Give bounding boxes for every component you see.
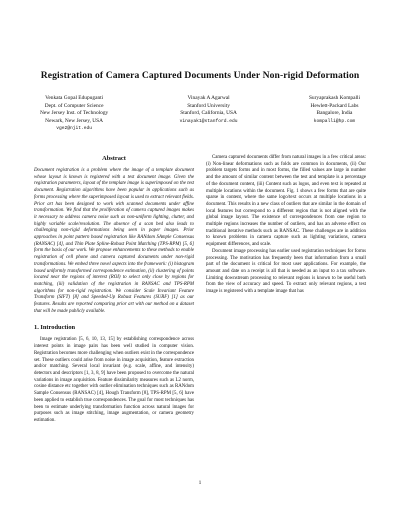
author-affiliation: Hewlett-Packard Labs (310, 102, 359, 109)
intro-paragraph-1: Image registration [5, 6, 10, 13, 15] by establishing correspondence across interest points in image pairs has been well studied in computer vision. Registration becomes more challenging when outliers exist in the correspondence set. These outliers could arise from noise in image acquisition, feature extraction and/or matching. Several local invariant (e.g. scale, affine, and intensity) detectors and descriptors [1, 3, 8, 9] have been proposed to overcome the natural variations in image acquisition. Feature dissimilarity measures such as L2 norm, cosine distance etc together with outlier elimination techniques such as RANdom Sample Consensus (RANSAC) [4], Hough Transform [8], TPS-RPM [5, 6] have been applied to establish true correspondences. The goal for most techniques has been to estimate underlying transformation function across natural images for purposes such as image stitching, image augmentation, or camera geometry estimation. (34, 337, 194, 423)
author-affiliation: Newark, New Jersey, USA (45, 117, 104, 124)
author-block (40, 95, 360, 133)
author-affiliation: Bangalore, India (316, 110, 353, 117)
author-affiliation: New Jersey Inst. of Technology (40, 110, 109, 117)
author-name: Venkata Gopal Edupuganti (45, 95, 104, 101)
intro-paragraph-2: Camera captured documents differ from natural images in a few critical areas: (i) Non-linear deformations such as folds are common in documents, (ii) Our problem targets forms and in most forms, the filled values are large in number and the amount of similar content between the test and template is a percentage of the document content, (iii) Content such as logos, and even text is repeated at multiple locations within the document. Fig. 1 shows a few forms that are quite sparse in content, where the same logo/text occurs at multiple locations in a document. This results in a new class of outliers that are similar in the domain of local features but correspond to a different region that is not aligned with the global image layout. The existence of correspondences from one region to multiple regions increases the number of outliers, and has an adverse effect on traditional iterative methods such as RANSAC. These challenges are in addition to known problems in camera capture such as lighting variations, camera equipment differences, and scale. (206, 155, 366, 248)
author-2 (180, 95, 238, 133)
author-email: vge2@njit.edu (56, 126, 93, 132)
author-email: vinayak1@stanford.edu (179, 118, 238, 124)
intro-heading: 1. Introduction (34, 324, 76, 332)
author-1 (40, 95, 108, 133)
right-column (206, 155, 366, 425)
abstract-heading: Abstract (102, 155, 126, 162)
author-affiliation: Stanford University (187, 102, 230, 109)
author-name: Suryaprakash Kompalli (308, 95, 360, 101)
author-affiliation: Stanford, California, USA (180, 110, 237, 117)
left-column (34, 155, 194, 425)
page-number: 1 (198, 480, 202, 486)
author-3 (309, 95, 360, 133)
author-email: kompalli@hp.com (313, 118, 356, 124)
body-columns (34, 155, 366, 425)
intro-paragraph-3: Document image processing has earlier used registration techniques for forms processing. The motivation has frequently been that information from a small part of the document is critical for most user applications. For example, the amount and date on a receipt is all that is needed as an input to a tax software. Limiting downstream processing to relevant regions is known to be useful both from the view of accuracy and speed. To extract only relevant regions, a test image is registered with a template image that has (206, 248, 366, 295)
abstract-text: Document registration is a problem where the image of a template document whose layout is known is registered with a test document image. Given the registration parameters, layout of the template image is superimposed on the test document. Registration algorithms have been popular in applications such as forms processing where the superimposed layout is used to extract relevant fields. Prior art has been designed to work with scanned documents under affine transformation. We find that the proliferation of camera captured images makes it necessary to address camera noise such as non-uniform lighting, clutter, and highly variable scale/resolution. The absence of a scan bed also leads to challenging non-rigid deformations being seen in paper images. Prior approaches in point pattern based registration like RANdom SAmple Consensus (RANSAC) [4], and Thin Plate Spline-Robust Point Matching (TPS-RPM) [5, 6] form the basis of our work. We propose enhancements to these methods to enable registration of cell phone and camera captured documents under non-rigid transformations. We embed three novel aspects into the framework: (i) histogram based uniformly transformed correspondence estimation, (ii) clustering of points located near the regions of interest (ROI) to select only close by regions for matching, (iii) validation of the registration in RANSAC and TPS-RPM algorithms for non-rigid registration. We consider Scale Invariant Feature Transform (SIFT) [8] and Speeded-Up Robust Features (SURF) [1] as our features. Results are reported comparing prior art with our method on a dataset that will be made publicly available. (34, 168, 195, 314)
paper-title: Registration of Camera Captured Documents Under Non-rigid Deformation (40, 70, 360, 81)
author-affiliation: Dept. of Computer Science (44, 102, 104, 109)
author-name: Vinayak A Agarwal (187, 95, 230, 101)
